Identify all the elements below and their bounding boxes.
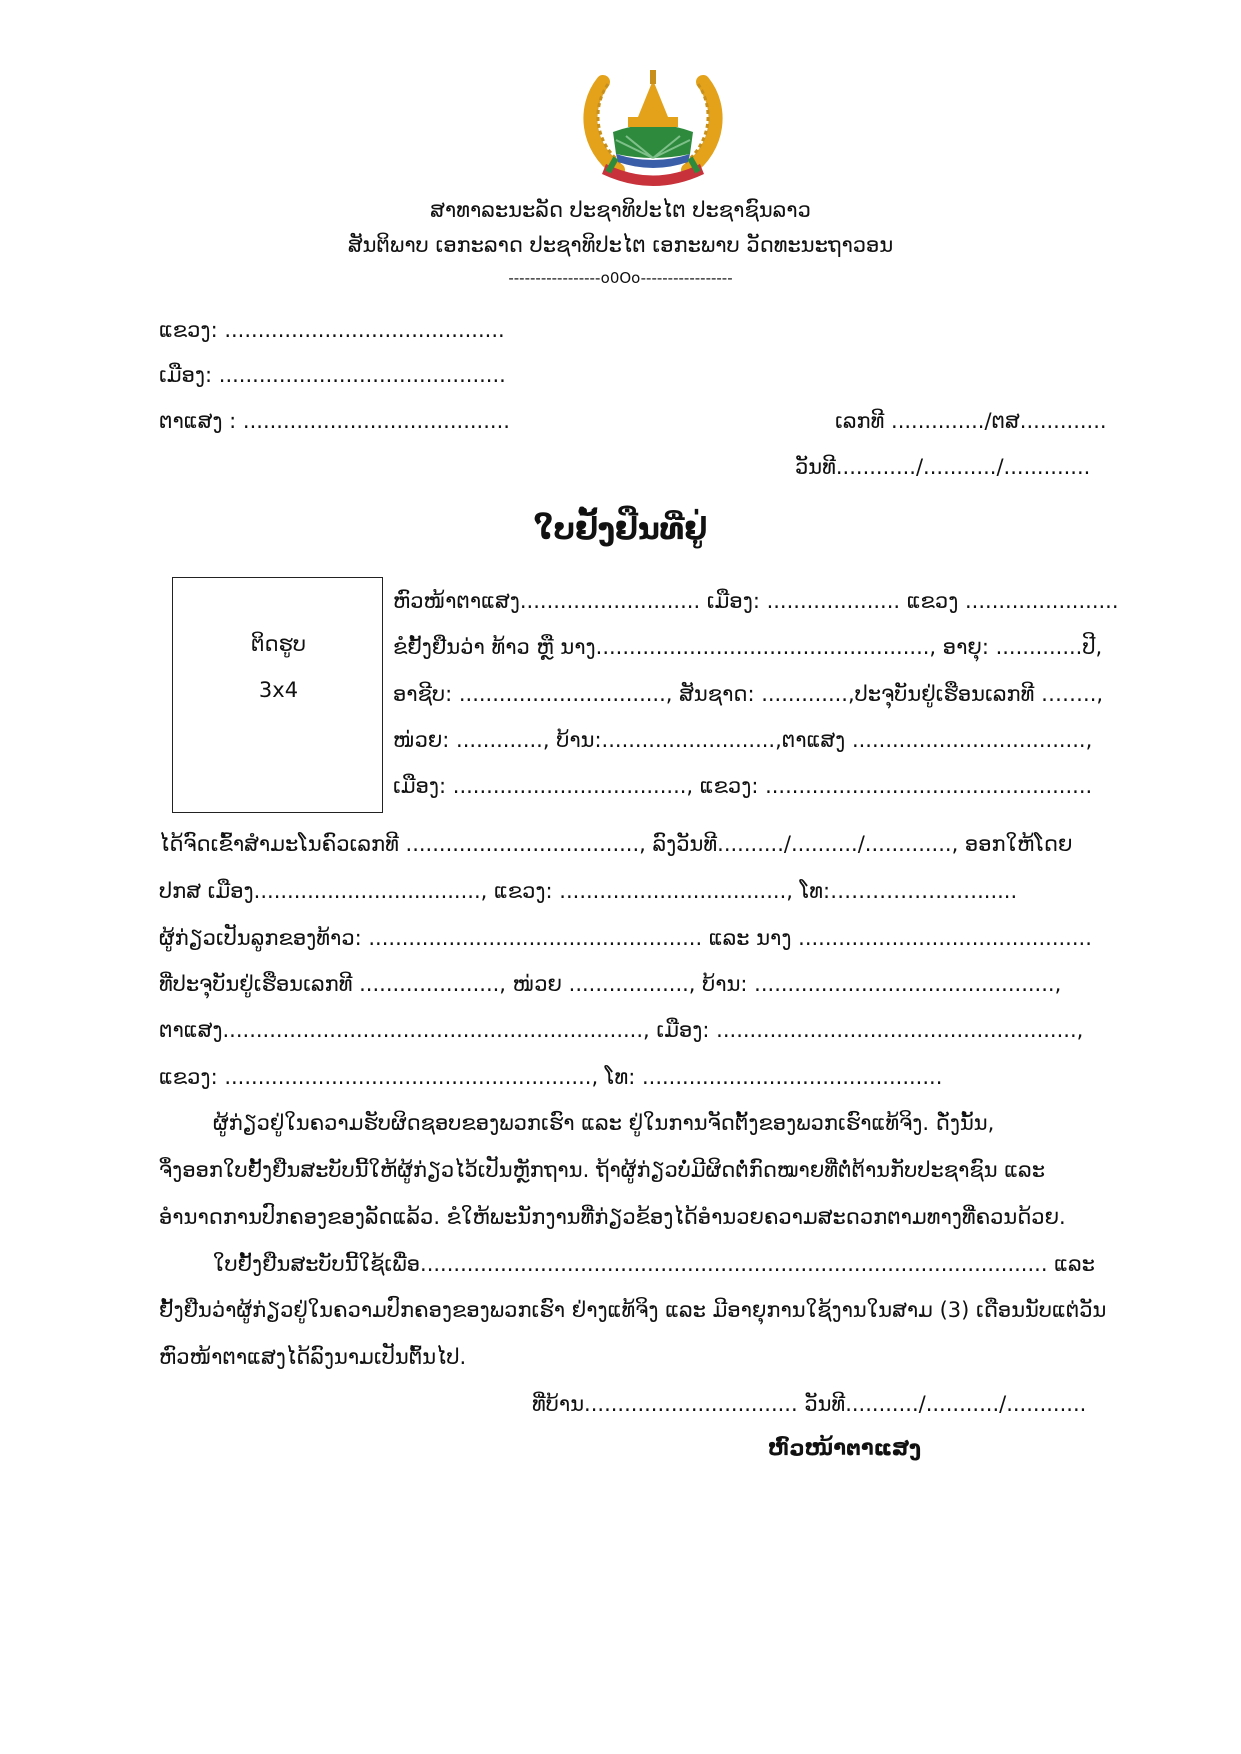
body-line: ຫົວໜ້າຕາແສງໄດ້ລົງນາມເປັນຕົ້ນໄປ. xyxy=(159,1345,467,1369)
body-line: ແຂວງ: ......................................................., ໂທ: ............................................. xyxy=(159,1065,943,1089)
body-line: ໜ່ວຍ: ............., ບ້ານ:..........................,ຕາແສງ ..................................., xyxy=(393,728,1093,752)
body-line: ຫົວໜ້າຕາແສງ........................... ເມືອງ: .................... ແຂວງ ....................... xyxy=(393,589,1119,613)
republic-name: ສາທາລະນະລັດ ປະຊາທິປະໄຕ ປະຊາຊົນລາວ xyxy=(430,198,811,222)
body-line: ໄດ້ຈົດເຂົ້າສຳມະໂນຄົວເລກທີ ..................................., ລົງວັນທີ........../........../............., ອອກໃຫ້ໂດຍ xyxy=(159,832,1073,856)
document-title: ໃບຢັ້ງຢືນທີ່ຢູ່ xyxy=(533,512,708,547)
national-motto: ສັນຕິພາບ ເອກະລາດ ປະຊາທິປະໄຕ ເອກະພາບ ວັດທະນະຖາວອນ xyxy=(347,233,894,257)
province-field: ແຂວງ: .......................................... xyxy=(159,318,505,342)
body-line: ຜູ້ກ່ຽວຢູ່ໃນຄວາມຮັບຜິດຊອບຂອງພວກເຮົາ ແລະ ຢູ່ໃນການຈັດຕັ້ງຂອງພວກເຮົາແທ້ຈິງ. ດັ່ງນັ້ນ, xyxy=(213,1111,995,1135)
body-line: ອຳນາດການປົກຄອງຂອງລັດແລ້ວ. ຂໍໃຫ້ພະນັກງານທີ່ກ່ຽວຂ້ອງໄດ້ອຳນວຍຄວາມສະດວກຕາມທາງທີ່ຄວນດ້ວຍ. xyxy=(159,1205,1066,1229)
body-line: ຢັ້ງຢືນວ່າຜູ້ກ່ຽວຢູ່ໃນຄວາມປົກຄອງຂອງພວກເຮົາ ຢ່າງແທ້ຈິງ ແລະ ມີອາຍຸການໃຊ້ງານໃນສາມ (3) ເດືອນນັບແຕ່ວັນ xyxy=(159,1298,1107,1322)
body-line: ຕາແສງ..............................................................., ເມືອງ: ......................................................, xyxy=(159,1018,1084,1042)
photo-size: 3x4 xyxy=(258,678,299,702)
national-emblem-icon xyxy=(578,62,728,190)
police-field: ຕາແສງ : ........................................ xyxy=(159,409,510,433)
district-field: ເມືອງ: ........................................... xyxy=(159,363,506,387)
body-line: ຈຶ່ງອອກໃບຢັ້ງຢືນສະບັບນີ້ໃຫ້ຜູ້ກ່ຽວໄວ້ເປັນຫຼັກຖານ. ຖ້າຜູ້ກ່ຽວບໍ່ມີຜິດຕໍ່ກົດໝາຍທີ່ຕໍ່ຕ້ານກັບປະຊາຊົນ ແລະ xyxy=(159,1158,1045,1182)
photo-placeholder xyxy=(172,577,383,813)
body-line: ໃບຢັ້ງຢືນສະບັບນີ້ໃຊ້ເພື່ອ.............................................................................................. ແລະ xyxy=(213,1252,1095,1276)
photo-label: ຕິດຮູບ xyxy=(250,632,306,656)
body-line: ຂໍຢັ້ງຢືນວ່າ ທ້າວ ຫຼື ນາງ.................................................., ອາຍຸ: .............ປີ, xyxy=(393,635,1103,659)
signatory-title: ຫົວໜ້າຕາແສງ xyxy=(768,1436,922,1460)
body-line: ອາຊີບ: ..............................., ສັນຊາດ: .............,ປະຈຸບັນຢູ່ເຮືອນເລກທີ …….., xyxy=(393,682,1104,706)
body-line: ຜູ້ກ່ຽວເປັນລູກຂອງທ້າວ: .................................................. ແລະ ນາງ ............................................ xyxy=(159,926,1092,950)
header-divider: -----------------o0Oo----------------- xyxy=(508,269,733,287)
body-line: ທີ່ປະຈຸບັນຢູ່ເຮືອນເລກທີ ....................., ໜ່ວຍ .................., ບ້ານ: ............................................., xyxy=(159,972,1062,996)
body-line: ເມືອງ: ..................................., ແຂວງ: ................................................. xyxy=(393,774,1093,798)
document-date: ວັນທີ............/.........../............. xyxy=(795,455,1091,479)
place-date-line: ທີ່ບ້ານ................................ ວັນທີ.........../.........../............ xyxy=(532,1392,1087,1416)
body-line: ປກສ ເມືອງ.................................., ແຂວງ: .................................., ໂທ:…………………...... xyxy=(159,879,1018,903)
document-number: ເລກທີ ............../ຕສ............. xyxy=(835,409,1107,433)
